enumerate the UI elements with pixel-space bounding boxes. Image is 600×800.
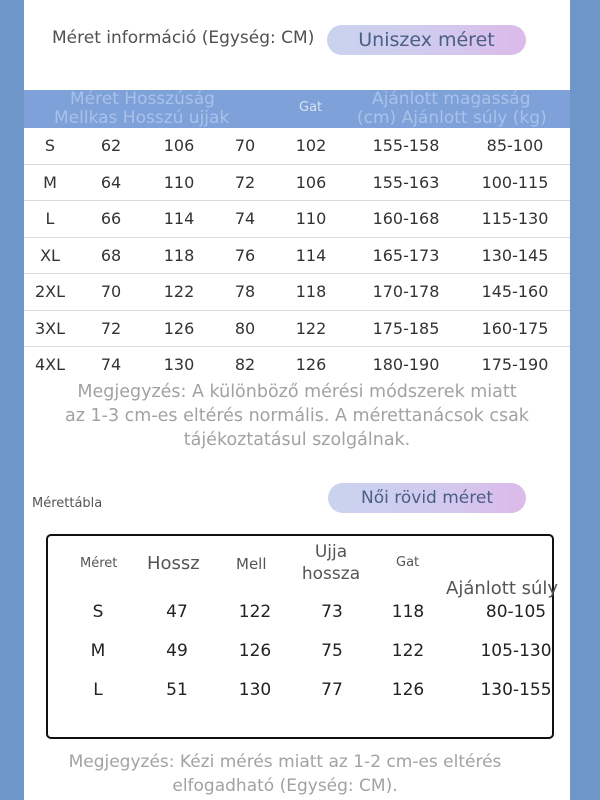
length-cell: 47 — [166, 602, 188, 622]
weight-cell: 175-190 — [481, 355, 549, 374]
weight-cell: 130-155 — [480, 680, 552, 700]
sleeve-cell: 76 — [234, 245, 256, 265]
gat-cell: 126 — [391, 680, 425, 700]
note-line: tájékoztatásul szolgálnak. — [183, 430, 411, 450]
note-line: Megjegyzés: A különböző mérési módszerek miatt — [77, 382, 517, 402]
weight-cell: 100-115 — [481, 172, 549, 192]
chest-cell: 130 — [163, 355, 195, 374]
length-cell: 49 — [166, 641, 188, 661]
header-line1-right: Ajánlott magasság — [372, 89, 531, 109]
weight-cell: 115-130 — [481, 209, 549, 228]
length-cell: 68 — [100, 245, 122, 265]
weight-cell: 130-145 — [481, 245, 549, 265]
size-table-title: Mérettábla — [32, 496, 103, 511]
weight-cell: 105-130 — [480, 641, 552, 661]
chest-cell: 110 — [163, 172, 195, 192]
sleeve-cell: 74 — [234, 209, 256, 228]
table-row — [24, 238, 570, 275]
header-sleeve-line2: hossza — [301, 564, 361, 584]
table-row — [24, 128, 570, 165]
sleeve-cell: 70 — [234, 136, 256, 155]
note-line: az 1-3 cm-es eltérés normális. A mérettanácsok csak — [65, 406, 529, 426]
size-cell: L — [93, 680, 103, 700]
unisex-size-badge: Uniszex méret — [327, 25, 526, 55]
gat-cell: 102 — [295, 136, 327, 155]
gat-cell: 118 — [391, 602, 425, 622]
sleeve-cell: 80 — [234, 318, 256, 338]
header-size: Méret — [80, 556, 118, 571]
header-recommended-weight: Ajánlott súly — [446, 578, 559, 599]
header-length: Hossz — [147, 553, 200, 574]
sleeve-cell: 72 — [234, 172, 256, 192]
height-cell: 170-178 — [372, 282, 440, 301]
gat-cell: 118 — [295, 282, 327, 301]
note-line: Megjegyzés: Kézi mérés miatt az 1-2 cm-es eltérés — [68, 752, 502, 772]
size-cell: M — [90, 641, 106, 661]
header-line2-right: (cm) Ajánlott súly (kg) — [357, 108, 547, 128]
height-cell: 165-173 — [372, 245, 440, 265]
women-short-size-badge: Női rövid méret — [328, 483, 526, 513]
chest-cell: 114 — [163, 209, 195, 228]
note-line: elfogadható (Egység: CM). — [172, 776, 398, 796]
table-row — [24, 165, 570, 202]
length-cell: 74 — [100, 355, 122, 374]
chest-cell: 106 — [163, 136, 195, 155]
table-row — [24, 347, 570, 383]
gat-cell: 114 — [295, 245, 327, 265]
length-cell: 62 — [100, 136, 122, 155]
gat-cell: 122 — [391, 641, 425, 661]
chest-cell: 126 — [163, 318, 195, 338]
sleeve-cell: 82 — [234, 355, 256, 374]
size-cell: 3XL — [34, 318, 66, 338]
size-cell: XL — [40, 245, 60, 265]
header-sleeve-line1: Ujja — [314, 542, 348, 562]
sleeve-cell: 77 — [321, 680, 343, 700]
header-sleeve — [296, 541, 366, 585]
height-cell: 180-190 — [372, 355, 440, 374]
gat-cell: 126 — [295, 355, 327, 374]
height-cell: 155-158 — [372, 136, 440, 155]
unisex-size-table — [24, 128, 570, 383]
sleeve-cell: 73 — [321, 602, 343, 622]
length-cell: 72 — [100, 318, 122, 338]
height-cell: 155-163 — [372, 172, 440, 192]
table-row — [48, 671, 552, 709]
table-row — [48, 593, 552, 631]
length-cell: 66 — [100, 209, 122, 228]
size-cell: 4XL — [34, 355, 66, 374]
size-table-header — [24, 90, 570, 128]
gat-cell: 106 — [295, 172, 327, 192]
chest-cell: 122 — [238, 602, 272, 622]
size-info-title: Méret információ (Egység: CM) — [52, 28, 315, 48]
table-row — [24, 311, 570, 348]
header-gat: Gat — [396, 555, 420, 570]
weight-cell: 85-100 — [486, 136, 544, 155]
manual-measurement-note — [24, 750, 546, 798]
size-cell: L — [45, 209, 55, 228]
measurement-note — [24, 380, 570, 452]
size-cell: S — [92, 602, 104, 622]
weight-cell: 80-105 — [485, 602, 547, 622]
weight-cell: 145-160 — [481, 282, 549, 301]
header-gat: Gat — [299, 100, 323, 115]
length-cell: 64 — [100, 172, 122, 192]
length-cell: 51 — [166, 680, 188, 700]
chest-cell: 126 — [238, 641, 272, 661]
sleeve-cell: 78 — [234, 282, 256, 301]
header-chest: Mell — [236, 555, 267, 573]
women-size-table — [46, 534, 559, 739]
header-line2-left: Mellkas Hosszú ujjak — [54, 108, 230, 128]
weight-cell: 160-175 — [481, 318, 549, 338]
size-cell: S — [44, 136, 56, 155]
chest-cell: 130 — [238, 680, 272, 700]
gat-cell: 110 — [295, 209, 327, 228]
chest-cell: 118 — [163, 245, 195, 265]
size-cell: 2XL — [34, 282, 66, 301]
chest-cell: 122 — [163, 282, 195, 301]
height-cell: 175-185 — [372, 318, 440, 338]
sleeve-cell: 75 — [321, 641, 343, 661]
table-row — [24, 274, 570, 311]
gat-cell: 122 — [295, 318, 327, 338]
table-row — [48, 632, 552, 670]
size-cell: M — [43, 172, 57, 192]
length-cell: 70 — [100, 282, 122, 301]
header-line1-left: Méret Hosszúság — [70, 89, 215, 109]
table-row — [24, 201, 570, 238]
height-cell: 160-168 — [372, 209, 440, 228]
